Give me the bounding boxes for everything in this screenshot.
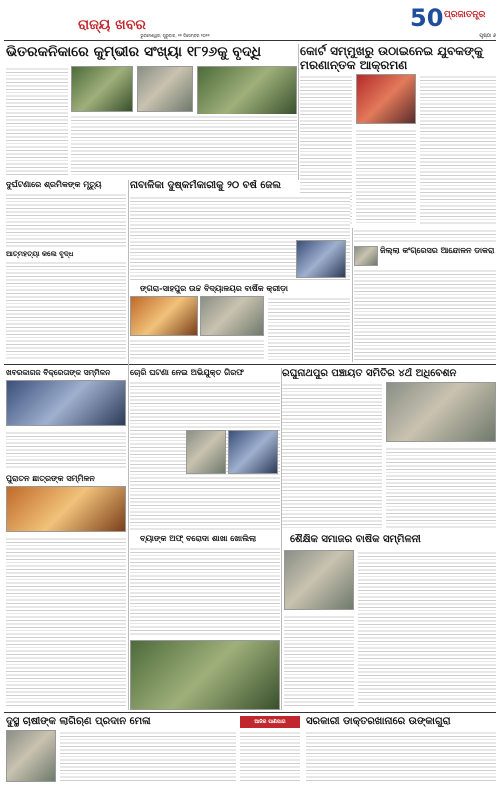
photo-alumni (6, 486, 126, 532)
story-education (358, 550, 496, 706)
headline-panchayat: ରଘୁନାଥପୁର ପଞ୍ଚାୟତ ସମିତିର ୪ର୍ଥ ଅଧିବେଶନ (282, 368, 457, 379)
section-banner (78, 14, 174, 32)
story-crocodile-col2 (71, 114, 297, 176)
story-suicide (6, 260, 126, 360)
photo-congress-1 (354, 246, 378, 266)
story-crocodile-col1 (6, 66, 68, 176)
story-weather (240, 730, 300, 782)
headline-newspaper-sellers: ଖବରକାଗଜ ବିକ୍ରେତାଙ୍କ ସମ୍ମିଳନ (6, 368, 111, 377)
photo-bank (130, 640, 280, 710)
headline-bank: ବ୍ୟାଙ୍କ ଅଫ୍ ବରୋଦା ଶାଖା ଖୋଲିଲା (140, 534, 257, 543)
headline-sports: ଙ୍ଗରା-ସାହପୁର ଉଚ୍ଚ ବିଦ୍ୟାଳୟର ବାର୍ଷିକ କ୍ରୀଡ଼ା (140, 284, 288, 293)
story-newspaper-sellers (6, 430, 126, 470)
photo-loan-fair (6, 730, 56, 782)
story-court-col2 (420, 74, 496, 224)
story-congress (354, 268, 496, 360)
photo-minor-jail (296, 240, 346, 278)
section-title: ରାଜ୍ୟ ଖବର (78, 17, 146, 33)
column-rule-1 (128, 180, 129, 710)
photo-newspaper-sellers (6, 380, 126, 426)
story-sports (268, 296, 350, 360)
anniversary-mark: 50 (410, 4, 444, 32)
photo-sports-1 (130, 296, 198, 336)
headline-worker-death: ଦୁର୍ଘଟଣାରେ ଶ୍ରମିକଙ୍କ ମୃତ୍ୟୁ (6, 180, 102, 189)
story-panchayat-2 (386, 446, 496, 530)
headline-court-attack: କୋର୍ଟ ସମ୍ମୁଖରୁ ଉଠାଇନେଇ ଯୁବକଙ୍କୁ ମରଣାନ୍ତକ ଆକ୍ରମଣ (300, 44, 483, 72)
story-panchayat (282, 382, 382, 530)
story-worker-death (6, 192, 126, 248)
headline-hospital: ସରକାରୀ ଡାକ୍ତରଖାନାରେ ଉଙ୍କାଗୁରା (306, 716, 451, 727)
photo-court-attack (356, 74, 416, 124)
story-sports-2 (130, 338, 264, 360)
photo-education (284, 550, 354, 610)
column-rule-3 (352, 228, 353, 362)
column-rule-2 (298, 44, 299, 180)
story-education-2 (284, 614, 354, 706)
headline-loan-fair: ଦୁସ୍ଥ ଚାଷୀଙ୍କ ଲାଗିଋଣ ପ୍ରଦାନ ମେଳା (6, 716, 151, 727)
photo-crocodile-3 (197, 66, 297, 116)
brand-name: ପ୍ରଜାତନ୍ତ୍ର (444, 10, 486, 20)
story-alumni (6, 536, 126, 706)
photo-panchayat (386, 382, 496, 442)
dateline: ଭୁବନେଶ୍ୱର, ଗୁରୁବାର, ୨୨ ଡିସେମ୍ବର ୨୦୨୨ (140, 33, 210, 38)
photo-crocodile-2 (137, 66, 193, 112)
photo-theft-1 (186, 430, 226, 474)
headline-minor-jail: ନାବାଳିକା ଦୁଷ୍କର୍ମକାରୀକୁ ୨୦ ବର୍ଷ ଜେଲ (130, 180, 281, 191)
weather-box: ଆଜିର ପାଣିପାଗ (240, 716, 300, 728)
page-number: ପୃଷ୍ଠା ୬ (479, 33, 496, 39)
story-hospital (306, 730, 496, 782)
headline-congress: ଜିଲ୍ଲା କଂଗ୍ରେସର ଆନ୍ଦୋଳନ ଡାକରା (380, 246, 495, 255)
photo-sports-2 (200, 296, 264, 336)
column-rule-4 (281, 368, 282, 710)
story-loan-fair (60, 730, 236, 782)
story-bank (130, 546, 280, 636)
story-court-col3 (356, 128, 416, 224)
photo-crocodile-1 (71, 66, 133, 112)
section-rule-2 (4, 712, 496, 713)
headline-crocodile: ଭିତରକନିକାରେ କୁମ୍ଭୀର ସଂଖ୍ୟା ୧୮୨୬କୁ ବୃଦ୍ଧି (6, 44, 262, 60)
section-rule-1 (4, 364, 496, 365)
masthead-rule (4, 40, 496, 41)
headline-alumni: ପୁରାତନ ଛାତ୍ରଙ୍କ ସମ୍ମିଳନ (6, 474, 95, 483)
headline-theft-arrest: ଚୋରି ଘଟଣା ନେଇ ଅଭିଯୁକ୍ତ ଗିରଫ (130, 368, 244, 377)
photo-theft-2 (228, 430, 278, 474)
story-right-top (354, 228, 496, 242)
headline-education: ଶୈକ୍ଷିକ ସମାଜର ବାର୍ଷିକ ସମ୍ମିଳନୀ (290, 534, 421, 545)
headline-suicide: ଆତ୍ମହତ୍ୟା କଲେ ବୃଦ୍ଧ (6, 250, 74, 258)
